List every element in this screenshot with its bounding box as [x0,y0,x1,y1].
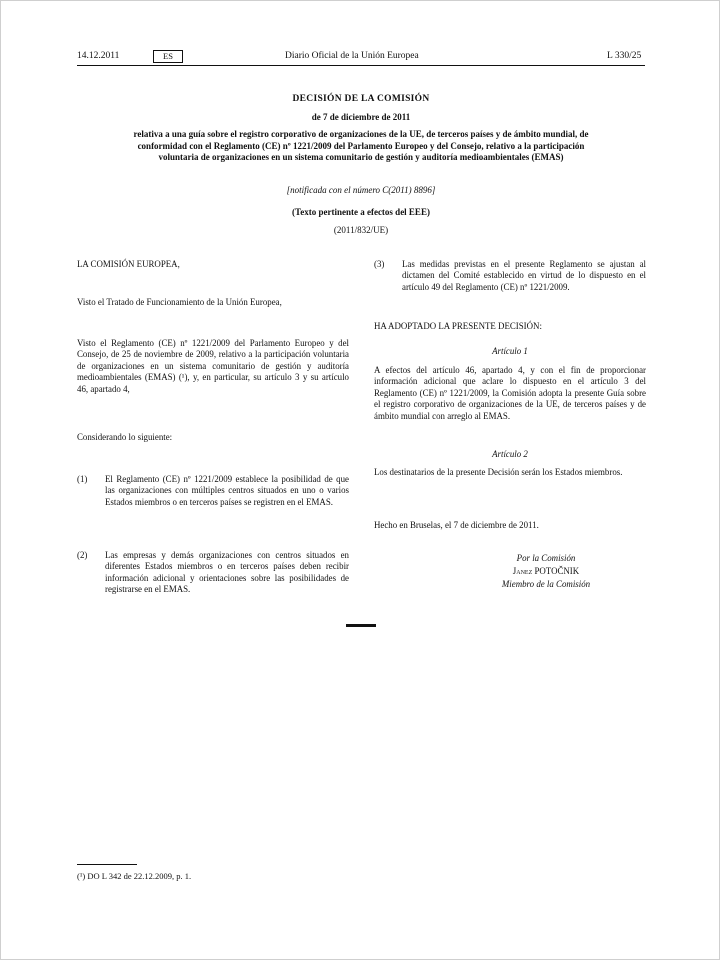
article-2-text: Los destinatarios de la presente Decisión serán los Estados miembros. [374,467,623,477]
journal-title: Diario Oficial de la Unión Europea [285,51,419,61]
page-reference: L 330/25 [607,51,642,61]
language-box: ES [153,50,183,63]
signatory-name: Janez POTOČNIK [512,566,580,576]
decision-date: de 7 de diciembre de 2011 [311,112,411,122]
recital-text: Las medidas previstas en el presente Reglamento se ajustan al dictamen del Comité establecido en virtud de lo dispuesto en el artículo 49 del Reglamento (CE) nº 1221/2009. [402,259,646,292]
eee-note: (Texto pertinente a efectos del EEE) [292,207,430,217]
notification-line: [notificada con el número C(2011) 8896] [286,185,436,195]
recital-number: (1) [77,474,88,484]
footnote: (¹) DO L 342 de 22.12.2009, p. 1. [77,871,192,881]
visto-reglamento: Visto el Reglamento (CE) nº 1221/2009 del Parlamento Europeo y del Consejo, de 25 de noviembre de 2009, relativo a la participación voluntaria de organizaciones en un sistema comunitario de gestión y auditoría medioambientales (EMAS) (¹), y, en particular, su artículo 3 y su artículo 46, apartado 4, [77,338,349,394]
recital-text: Las empresas y demás organizaciones con centros situados en diferentes Estados miembros o en terceros países deben recibir información adicional y orientaciones sobre las posibilidades de registrarse en el EMAS. [105,550,349,595]
end-of-document-bar [346,624,376,627]
visto-tratado: Visto el Tratado de Funcionamiento de la Unión Europea, [77,297,282,307]
signatory-role: Miembro de la Comisión [501,579,591,589]
header-rule [77,65,645,66]
decision-reference: (2011/832/UE) [333,225,389,235]
article-1-title: Artículo 1 [492,346,528,356]
recital-number: (2) [77,550,88,560]
article-2-title: Artículo 2 [492,449,528,459]
commission-heading: LA COMISIÓN EUROPEA, [77,259,180,269]
signature-block [471,552,621,591]
header-date: 14.12.2011 [77,51,120,61]
considerando-heading: Considerando lo siguiente: [77,432,173,442]
decision-description: relativa a una guía sobre el registro corporativo de organizaciones de la UE, de terceros países y de ámbito mundial, de conformidad con el Reglamento (CE) nº 1221/2009 del Parlamento Europeo y del Consejo, relativo a la participación voluntaria de organizaciones en un sistema comunitario de gestión y auditoría medioambientales (EMAS) [133,129,589,162]
recital-text: El Reglamento (CE) nº 1221/2009 establece la posibilidad de que las organizaciones con múltiples centros situados en uno o varios Estados miembros o en terceros países se registren en el EMAS. [105,474,349,507]
signature-for: Por la Comisión [516,553,576,563]
article-1-text: A efectos del artículo 46, apartado 4, y con el fin de proporcionar información adicional que aclare lo dispuesto en el artículo 3 del Reglamento (CE) nº 1221/2009, la Comisión adopta la presente Guía sobre el registro corporativo de organizaciones de la UE, de terceros países y de ámbito mundial con arreglo al EMAS. [374,365,646,421]
footnote-rule [77,864,137,865]
done-at: Hecho en Bruselas, el 7 de diciembre de 2011. [374,520,539,530]
adopted-heading: HA ADOPTADO LA PRESENTE DECISIÓN: [374,321,542,331]
decision-title: DECISIÓN DE LA COMISIÓN [292,94,430,104]
recital-number: (3) [374,259,385,269]
